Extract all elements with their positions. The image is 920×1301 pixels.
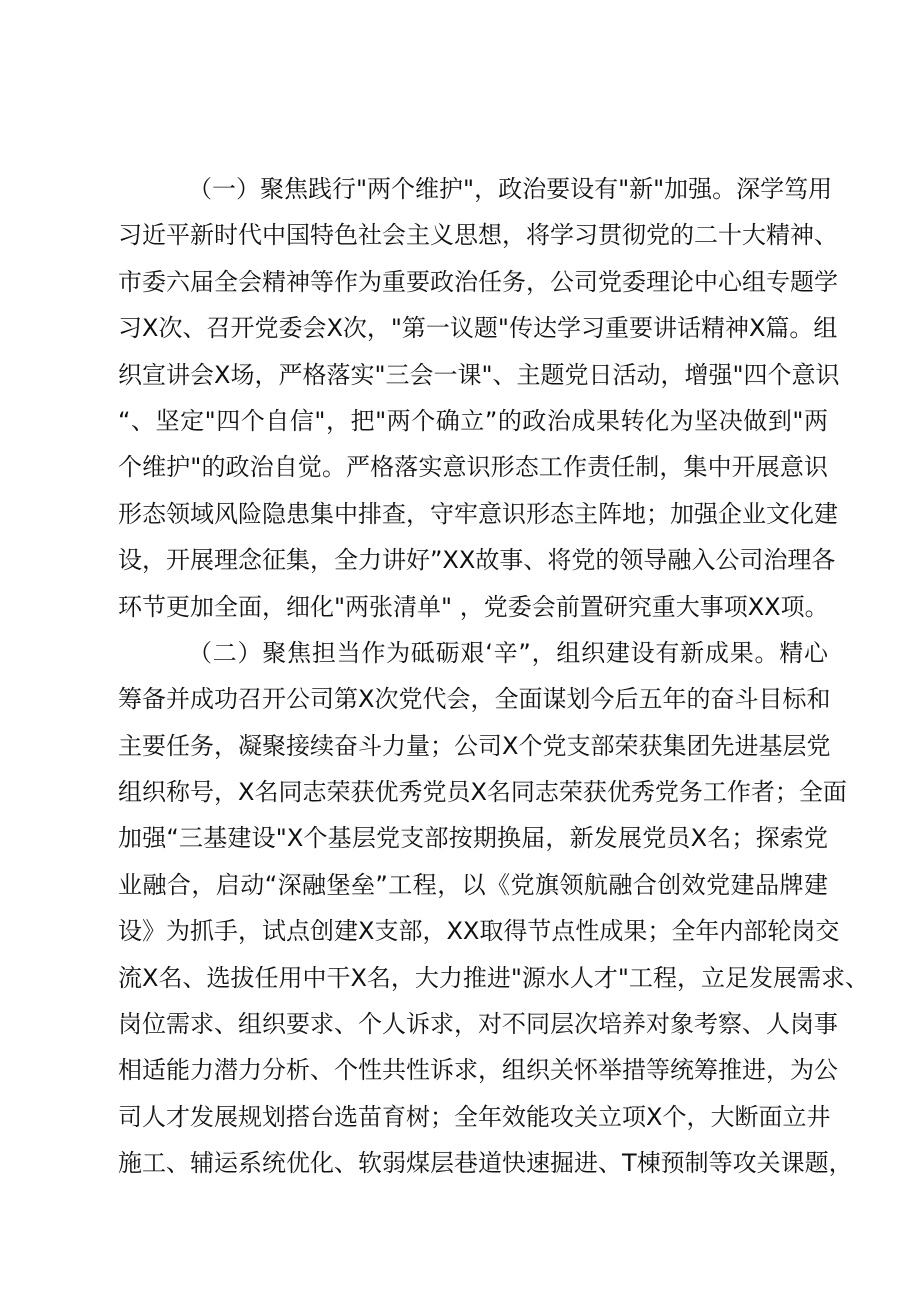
paragraph-1-line-2: 习近平新时代中国特色社会主义思想，将学习贯彻党的二十大精神、 [118,221,838,250]
paragraph-2-line-3: 主要任务，凝聚接续奋斗力量；公司X个党支部荣获集团先进基层党 [118,731,831,760]
paragraph-2 [118,630,869,1187]
paragraph-2-line-10: 相适能力潜力分析、个性共性诉求，组织关怀举措等统筹推进，为公 [118,1056,838,1085]
paragraph-2-line-2: 筹备并成功召开公司第X次党代会，全面谋划今后五年的奋斗目标和 [118,685,831,714]
paragraph-1-line-9: 设，开展理念征集，全力讲好”XX故事、将党的领导融入公司治理各 [118,546,836,575]
paragraph-1-line-4: 习X次、召开党委会X次，"第一议题"传达学习重要讲话精神X篇。组 [118,314,838,343]
paragraph-2-line-5: 加强“三基建设"X个基层党支部按期换届，新发展党员X名；探索党 [118,824,828,853]
paragraph-1-line-7: 个维护"的政治自觉。严格落实意识形态工作责任制，集中开展意识 [118,453,828,482]
paragraph-2-line-9: 岗位需求、组织要求、个人诉求，对不同层次培养对象考察、人岗事 [118,1010,838,1039]
paragraph-1 [118,166,840,630]
paragraph-1-line-1: （一）聚焦践行"两个维护"，政治要设有"新"加强。深学笃用 [188,175,833,203]
paragraph-2-line-4: 组织称号，X名同志荣获优秀党员X名同志荣获优秀党务工作者；全面 [118,778,847,807]
paragraph-2-line-8: 流X名、选拔任用中干X名，大力推进"源水人才"工程，立足发展需求、 [118,963,869,992]
paragraph-1-line-5: 织宣讲会X场，严格落实"三会一课"、主题党日活动，增强"四个意识 [118,360,840,389]
paragraph-1-line-10: 环节更加全面，细化"两张清单" ，党委会前置研究重大事项XX项。 [118,592,829,621]
paragraph-1-line-8: 形态领域风险隐患集中排查，守牢意识形态主阵地；加强企业文化建 [118,499,838,528]
paragraph-1-line-3: 市委六届全会精神等作为重要政治任务，公司党委理论中心组专题学 [118,267,838,296]
paragraph-2-line-6: 业融合，启动“深融堡垒”工程，以《党旗领航融合创效党建品牌建 [118,870,828,899]
paragraph-2-line-12: 施工、辅运系统优化、软弱煤层巷道快速掘进、T棟预制等攻关课题， [118,1149,853,1178]
document-body [118,166,869,1187]
paragraph-2-line-7: 设》为抓手，试点创建X支部，XX取得节点性成果；全年内部轮岗交 [118,917,840,946]
paragraph-2-line-11: 司人才发展规划搭台选苗育树；全年效能攻关立项X个，大断面立井 [118,1102,831,1131]
paragraph-1-line-6: “、坚定"四个自信"，把"两个确立”的政治成果转化为坚决做到"两 [118,406,828,435]
paragraph-2-line-1: （二）聚焦担当作为砥砺艰‘辛”，组织建设有新成果。精心 [188,638,828,667]
